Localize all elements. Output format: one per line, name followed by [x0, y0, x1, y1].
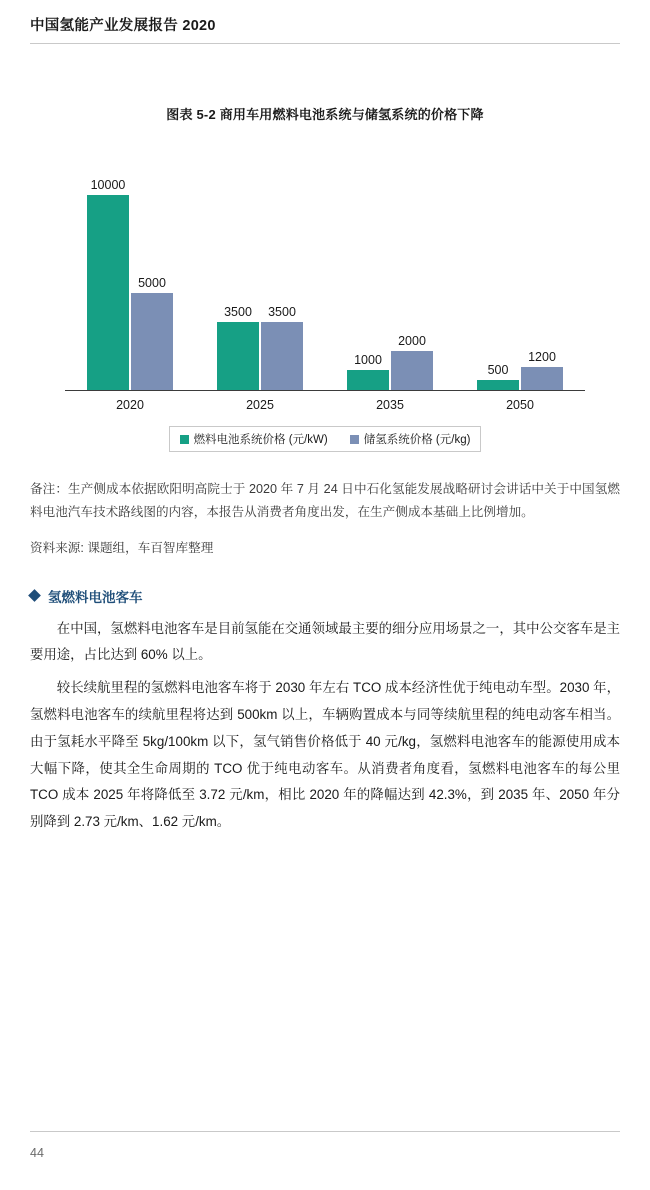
- body-paragraph: 较长续航里程的氢燃料电池客车将于 2030 年左右 TCO 成本经济性优于纯电动车型。2030 年，氢燃料电池客车的续航里程将达到 500km 以上，车辆购置成本与同等续航里程的纯电动客车相当。由于氢耗水平降至 5kg/100km 以下，氢气销售价格低于 40 元/kg，氢燃料电池客车的能源使用成本大幅下降，使其全生命周期的 TCO 优于纯电动客车。从消费者角度看，氢燃料电池客车的每公里 TCO 成本 2025 年将降低至 3.72 元/km，相比 2020 年的降幅达到 42.3%，到 2035 年、2050 年分别降到 2.73 元/km、1.62 元/km。: [30, 680, 620, 830]
- chart-x-axis: [65, 398, 585, 412]
- legend-swatch-icon: [180, 435, 189, 444]
- bar-group-2050: [465, 140, 575, 390]
- page-content: [0, 104, 650, 836]
- chart-plot-area: [65, 141, 585, 391]
- bar-2035-series1: [347, 140, 389, 390]
- bar-chart: [65, 141, 585, 452]
- bar-2025-series1: [217, 140, 259, 390]
- bar-rect: [217, 322, 259, 390]
- bar-2020-series2: [131, 140, 173, 390]
- bar-value-label: 3500: [224, 305, 252, 319]
- legend-label: 储氢系统价格 (元/kg): [363, 434, 471, 446]
- bar-2025-series2: [261, 140, 303, 390]
- bar-value-label: 1000: [354, 353, 382, 367]
- bar-value-label: 3500: [268, 305, 296, 319]
- document-title: 中国氢能产业发展报告 2020: [30, 18, 216, 34]
- bar-rect: [477, 380, 519, 390]
- page-header: [0, 0, 650, 52]
- bar-rect: [347, 370, 389, 390]
- bar-value-label: 2000: [398, 334, 426, 348]
- bar-rect: [261, 322, 303, 390]
- body-paragraph: 在中国，氢燃料电池客车是目前氢能在交通领域最主要的细分应用场景之一，其中公交客车是主要用途，占比达到 60% 以上。: [30, 620, 620, 663]
- chart-legend-container: [65, 412, 585, 452]
- legend-item-series2: [350, 431, 471, 447]
- x-tick-label: 2020: [116, 398, 144, 412]
- figure-source: 资料来源: 课题组，车百智库整理: [30, 540, 214, 555]
- page-number: 44: [30, 1146, 44, 1160]
- bar-group-2035: [335, 140, 445, 390]
- diamond-bullet-icon: [28, 589, 41, 602]
- legend-swatch-icon: [350, 435, 359, 444]
- legend-item-series1: [180, 431, 328, 447]
- bar-group-2020: [75, 140, 185, 390]
- bar-value-label: 500: [487, 363, 509, 377]
- section-heading: [30, 586, 620, 606]
- bar-rect: [521, 367, 563, 390]
- bar-2050-series1: [477, 140, 519, 390]
- bar-2050-series2: [521, 140, 563, 390]
- section-heading-label: 氢燃料电池客车: [48, 589, 143, 605]
- bar-rect: [87, 195, 129, 390]
- figure-title: 图表 5-2 商用车用燃料电池系统与储氢系统的价格下降: [166, 107, 484, 122]
- bar-value-label: 5000: [138, 276, 166, 290]
- bar-group-2025: [205, 140, 315, 390]
- bar-2020-series1: [87, 140, 129, 390]
- footer-divider: [30, 1131, 620, 1132]
- legend-label: 燃料电池系统价格 (元/kW): [193, 434, 328, 446]
- bar-value-label: 10000: [90, 178, 126, 192]
- x-tick-label: 2035: [376, 398, 404, 412]
- bar-2035-series2: [391, 140, 433, 390]
- chart-legend: [169, 426, 482, 452]
- bar-value-label: 1200: [528, 350, 556, 364]
- x-tick-label: 2025: [246, 398, 274, 412]
- bar-rect: [131, 293, 173, 390]
- header-divider: [30, 43, 620, 44]
- figure-remark: 备注：生产侧成本依据欧阳明高院士于 2020 年 7 月 24 日中石化氢能发展战略研讨会讲话中关于中国氢燃料电池汽车技术路线图的内容，本报告从消费者角度出发，在生产侧成本基础上比例增加。: [30, 482, 620, 520]
- chart-bar-groups: [65, 140, 585, 390]
- bar-rect: [391, 351, 433, 390]
- x-tick-label: 2050: [506, 398, 534, 412]
